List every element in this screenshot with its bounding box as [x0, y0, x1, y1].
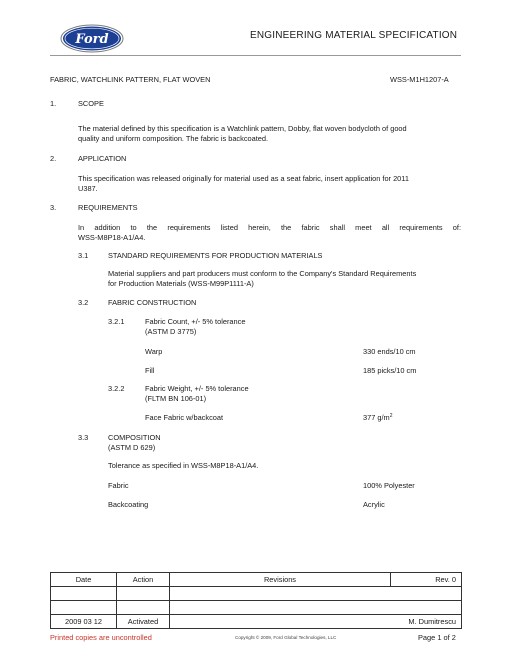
revision-table [50, 572, 462, 629]
revision-header-action: Action [117, 573, 170, 587]
revision-action: Activated [117, 615, 170, 629]
fabric-weight-title: Fabric Weight, +/- 5% tolerance [145, 384, 249, 393]
subsection-number: 3.2.1 [108, 317, 125, 326]
table-cell [170, 601, 462, 615]
application-text-line1: This specification was released originally for material used as a seat fabric, insert application for 2011 [78, 174, 409, 183]
fabric-value: 100% Polyester [363, 481, 415, 490]
scope-text-line2: quality and uniform composition. The fabric is backcoated. [78, 134, 269, 143]
backcoating-label: Backcoating [108, 500, 149, 509]
fabric-label: Fabric [108, 481, 129, 490]
section-number: 3. [50, 203, 57, 212]
face-fabric-value [363, 413, 393, 422]
page-number: Page 1 of 2 [418, 633, 456, 642]
subsection-number: 3.3 [78, 433, 89, 442]
revision-author: M. Dumitrescu [170, 615, 462, 629]
subsection-heading-composition: COMPOSITION [108, 433, 161, 442]
application-text-line2: U387. [78, 184, 98, 193]
superscript-2: 2 [389, 413, 393, 419]
scope-text-line1: The material defined by this specification is a Watchlink pattern, Dobby, flat woven bodycloth of good [78, 124, 407, 133]
composition-method: (ASTM D 629) [108, 443, 156, 452]
subsection-heading-standard-requirements: STANDARD REQUIREMENTS FOR PRODUCTION MATERIALS [108, 251, 323, 260]
face-fabric-label: Face Fabric w/backcoat [145, 413, 224, 422]
backcoating-value: Acrylic [363, 500, 385, 509]
composition-tolerance: Tolerance as specified in WSS-M8P18-A1/A4. [108, 461, 259, 470]
table-cell [117, 587, 170, 601]
section-heading-requirements: REQUIREMENTS [78, 203, 138, 212]
table-cell [117, 601, 170, 615]
revision-header-date: Date [51, 573, 117, 587]
section-number: 1. [50, 99, 57, 108]
revision-table-header [51, 573, 462, 587]
section-heading-scope: SCOPE [78, 99, 104, 108]
fabric-weight-method: (FLTM BN 106-01) [145, 394, 207, 403]
document-name: FABRIC, WATCHLINK PATTERN, FLAT WOVEN [50, 75, 211, 84]
uncontrolled-copy-notice: Printed copies are uncontrolled [50, 633, 152, 642]
header-divider [50, 55, 461, 56]
table-row [51, 615, 462, 629]
ford-logo-text: Ford [75, 32, 109, 47]
spec-header-title: ENGINEERING MATERIAL SPECIFICATION [250, 30, 458, 41]
subsection-number: 3.1 [78, 251, 89, 260]
copyright-notice: Copyright © 2009, Ford Global Technologies, LLC [235, 635, 337, 640]
table-cell [51, 601, 117, 615]
ford-logo [60, 24, 124, 53]
section-number: 2. [50, 154, 57, 163]
requirements-text-line1: In addition to the requirements listed herein, the fabric shall meet all requirements of: [78, 223, 461, 232]
fabric-count-title: Fabric Count, +/- 5% tolerance [145, 317, 246, 326]
document-code: WSS-M1H1207-A [390, 75, 449, 84]
subsection-heading-fabric-construction: FABRIC CONSTRUCTION [108, 298, 197, 307]
section-heading-application: APPLICATION [78, 154, 127, 163]
face-fabric-value-text: 377 g/m [363, 413, 390, 422]
table-cell [51, 587, 117, 601]
revision-date: 2009 03 12 [51, 615, 117, 629]
table-row [51, 587, 462, 601]
warp-label: Warp [145, 347, 163, 356]
fill-value: 185 picks/10 cm [363, 366, 417, 375]
standard-requirements-text-line1: Material suppliers and part producers must conform to the Company's Standard Requirements [108, 269, 417, 278]
subsection-number: 3.2 [78, 298, 89, 307]
revision-header-rev: Rev. 0 [391, 573, 462, 587]
warp-value: 330 ends/10 cm [363, 347, 416, 356]
standard-requirements-text-line2: for Production Materials (WSS-M99P1111-A) [108, 279, 254, 288]
table-row [51, 601, 462, 615]
requirements-text-line2: WSS-M8P18-A1/A4. [78, 233, 146, 242]
subsection-number: 3.2.2 [108, 384, 125, 393]
revision-header-revisions: Revisions [170, 573, 391, 587]
table-cell [170, 587, 462, 601]
fill-label: Fill [145, 366, 155, 375]
fabric-count-method: (ASTM D 3775) [145, 327, 197, 336]
